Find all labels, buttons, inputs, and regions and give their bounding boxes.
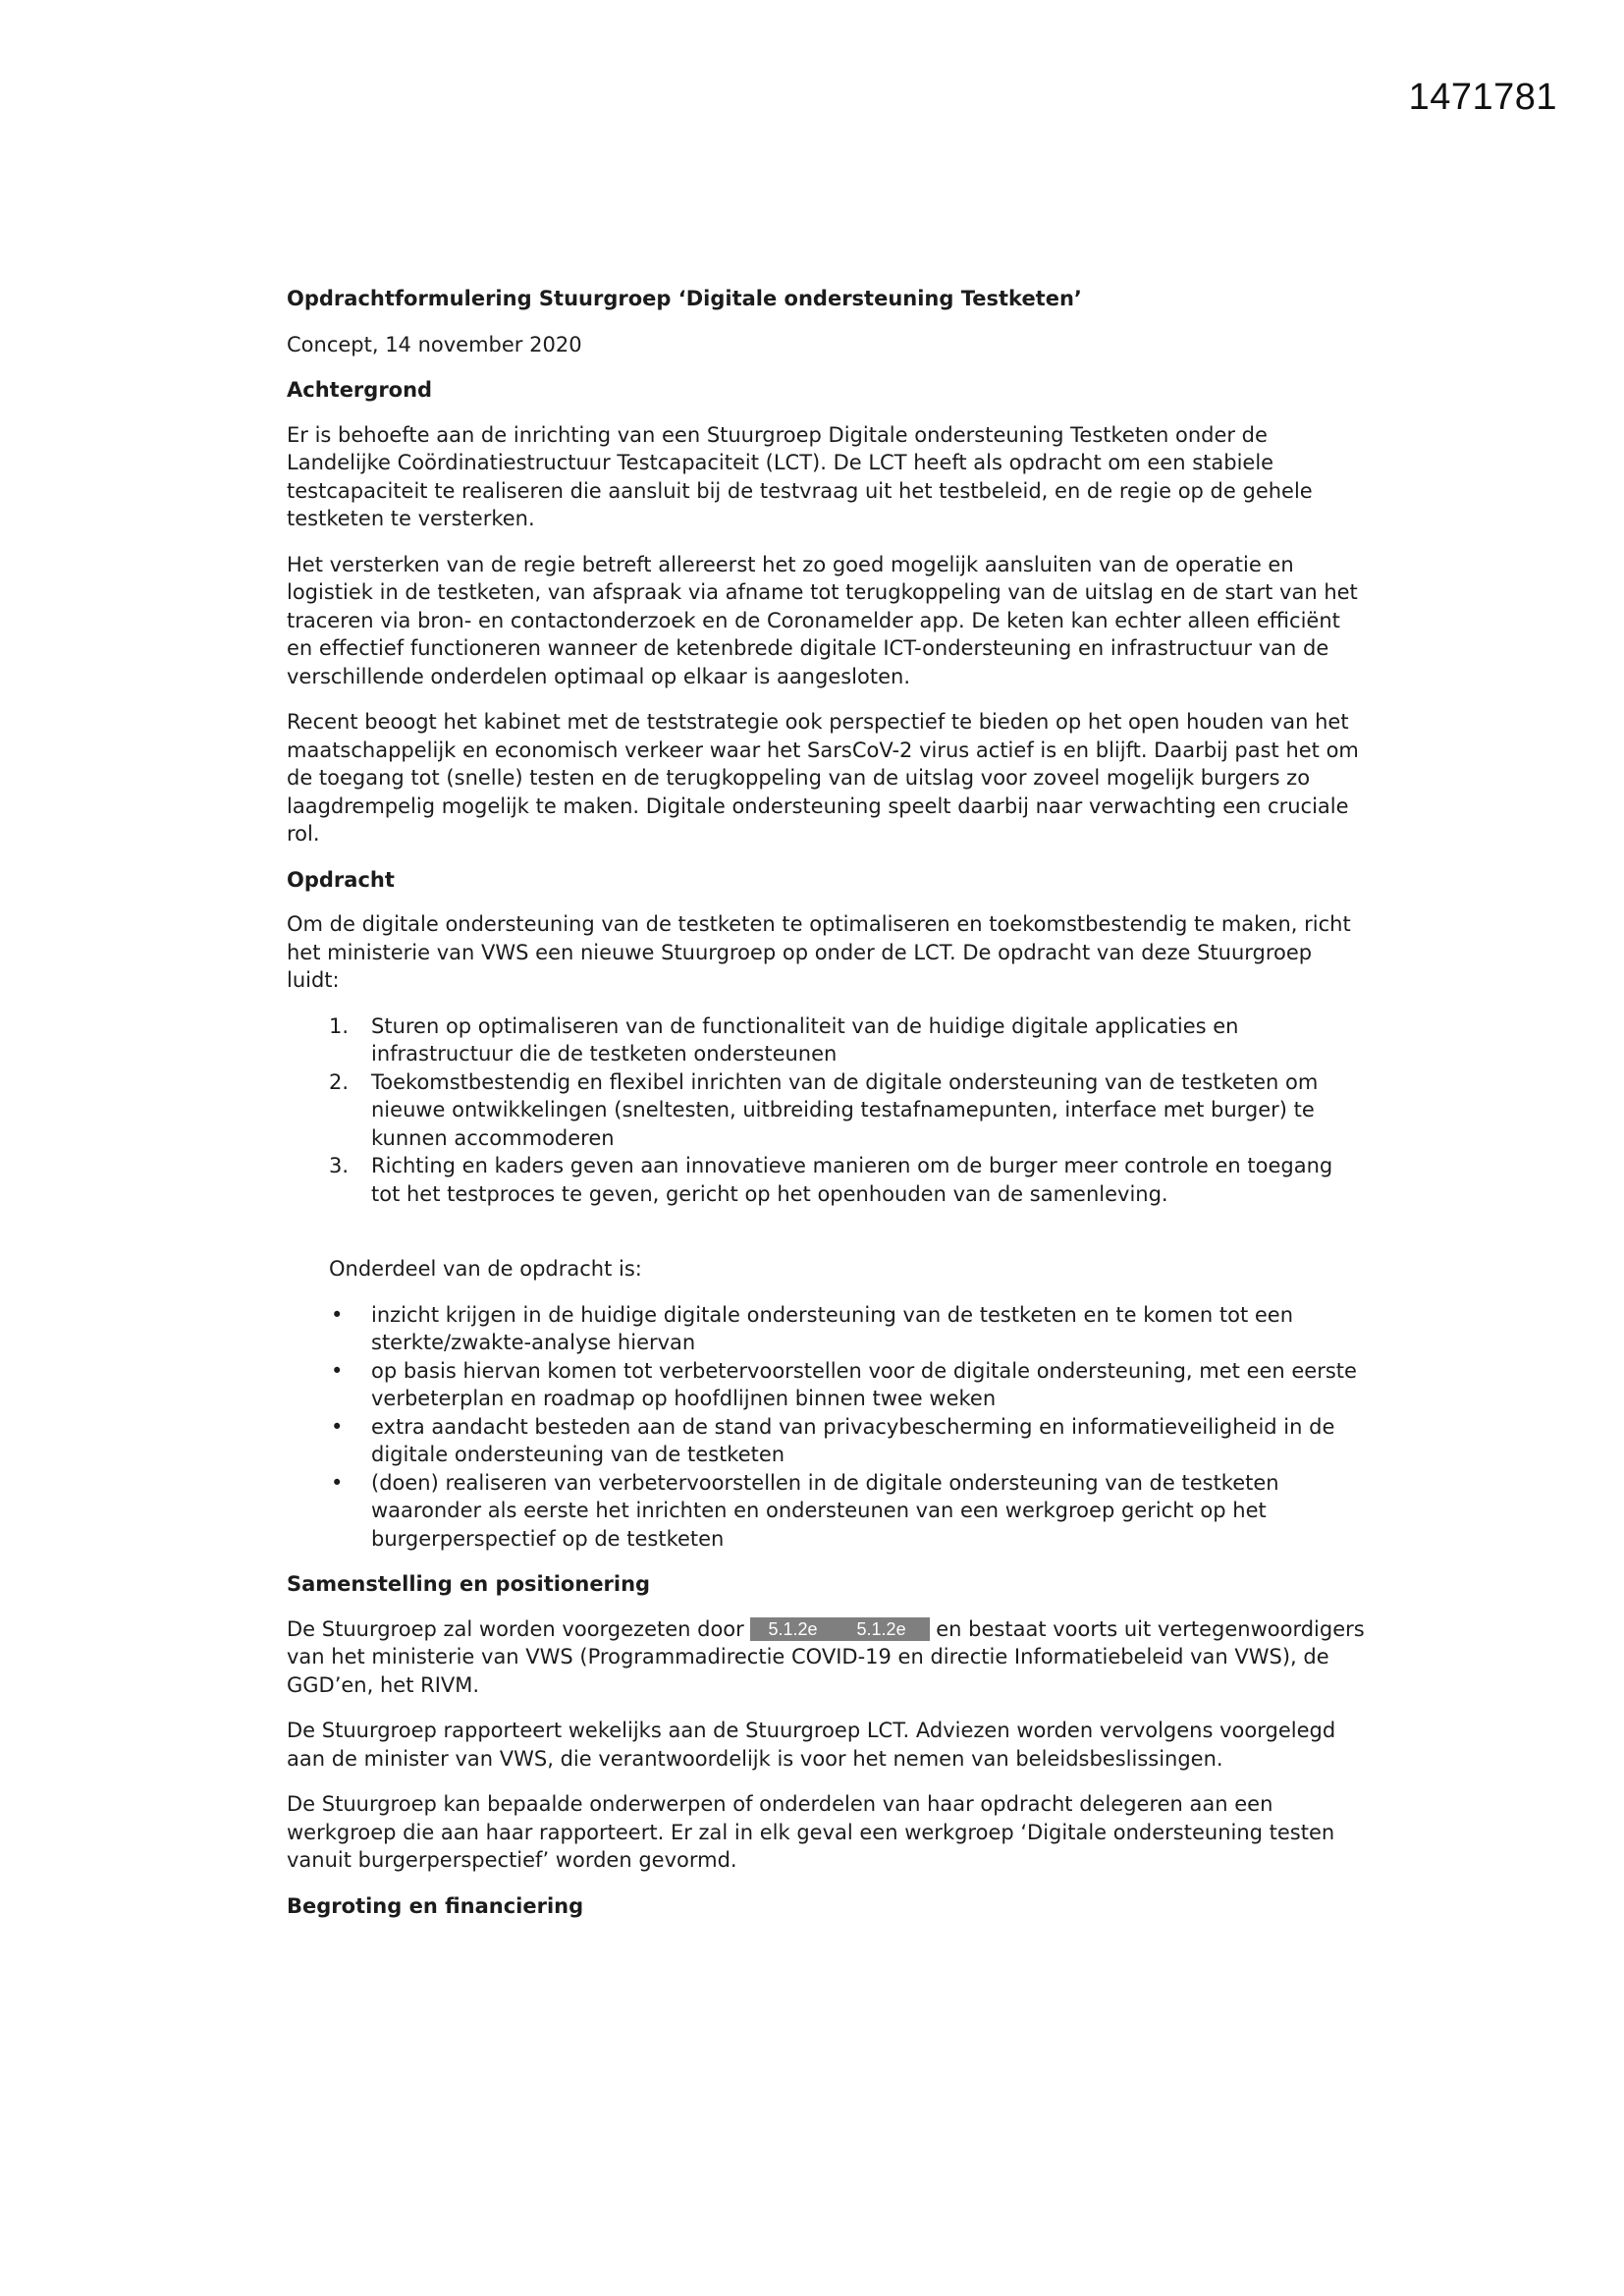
list-item <box>287 1152 1367 1208</box>
samenstelling-text-after: en bestaat voorts uit vertegenwoordigers van het ministerie van VWS (Programmadirectie COVID-19 en directie Informatiebeleid van VWS), de GGD’en, het RIVM. <box>287 1616 1365 1697</box>
samenstelling-text-before: De Stuurgroep zal worden voorgezeten door <box>287 1616 751 1641</box>
redaction-box: 5.1.2e <box>750 1617 835 1641</box>
samenstelling-paragraph-2: De Stuurgroep rapporteert wekelijks aan de Stuurgroep LCT. Adviezen worden vervolgens voorgelegd aan de minister van VWS, die verantwoordelijk is voor het nemen van beleidsbeslissingen. <box>287 1719 1336 1771</box>
list-item-text: Toekomstbestendig en flexibel inrichten van de digitale ondersteuning van de testketen om nieuwe ontwikkelingen (sneltesten, uitbreiding testafnamepunten, interface met burger) te kunnen accommoderen <box>371 1069 1319 1150</box>
list-item <box>287 1357 1367 1413</box>
list-item-text: Richting en kaders geven aan innovatieve manieren om de burger meer controle en toegang tot het testproces te geven, gericht op het openhouden van de samenleving. <box>371 1154 1333 1206</box>
document-title: Opdrachtformulering Stuurgroep ‘Digitale ondersteuning Testketen’ <box>287 287 1082 310</box>
bullet-icon: • <box>331 1414 344 1439</box>
list-item-text: Sturen op optimaliseren van de functionaliteit van de huidige digitale applicaties en infrastructuur die de testketen ondersteunen <box>371 1013 1239 1066</box>
samenstelling-paragraph-3: De Stuurgroep kan bepaalde onderwerpen of onderdelen van haar opdracht delegeren aan een werkgroep die aan haar rapporteert. Er zal in elk geval een werkgroep ‘Digitale ondersteuning testen vanuit burgerperspectief’ worden gevormd. <box>287 1792 1335 1872</box>
samenstelling-paragraph-1 <box>287 1615 1367 1700</box>
achtergrond-paragraph-2: Het versterken van de regie betreft allereerst het zo goed mogelijk aansluiten van de operatie en logistiek in de testketen, van afspraak via afname tot terugkoppeling van de uitslag en de start van het traceren via bron- en contactonderzoek en de Coronamelder app. De keten kan echter alleen efficiënt en effectief functioneren wanneer de ketenbrede digitale ICT-ondersteuning en infrastructuur van de verschillende onderdelen optimaal op elkaar is aangesloten. <box>287 552 1358 688</box>
redaction-box: 5.1.2e <box>832 1617 930 1641</box>
list-number: 2. <box>329 1069 350 1094</box>
list-number: 1. <box>329 1013 350 1038</box>
list-item-text: op basis hiervan komen tot verbetervoorstellen voor de digitale ondersteuning, met een eerste verbeterplan en roadmap op hoofdlijnen binnen twee weken <box>371 1358 1357 1410</box>
list-item <box>287 1413 1367 1469</box>
heading-samenstelling: Samenstelling en positionering <box>287 1572 651 1596</box>
heading-achtergrond: Achtergrond <box>287 378 433 402</box>
bullet-icon: • <box>331 1470 344 1495</box>
document-body <box>287 285 1367 1937</box>
achtergrond-paragraph-3: Recent beoogt het kabinet met de teststrategie ook perspectief te bieden op het open houden van het maatschappelijk en economisch verkeer waar het SarsCoV-2 virus actief is en blijft. Daarbij past het om de toegang tot (snelle) testen en de terugkoppeling van de uitslag voor zoveel mogelijk burgers zo laagdrempelig mogelijk te maken. Digitale ondersteuning speelt daarbij naar verwachting een cruciale rol. <box>287 710 1359 846</box>
list-item-text: extra aandacht besteden aan de stand van privacybescherming en informatieveiligheid in de digitale ondersteuning van de testketen <box>371 1414 1335 1466</box>
list-item <box>287 1301 1367 1357</box>
onderdeel-intro: Onderdeel van de opdracht is: <box>329 1257 642 1281</box>
opdracht-intro: Om de digitale ondersteuning van de testketen te optimaliseren en toekomstbestendig te maken, richt het ministerie van VWS een nieuwe Stuurgroep op onder de LCT. De opdracht van deze Stuurgroep luidt: <box>287 912 1351 992</box>
list-item <box>287 1068 1367 1153</box>
achtergrond-paragraph-1: Er is behoefte aan de inrichting van een Stuurgroep Digitale ondersteuning Testketen onder de Landelijke Coördinatiestructuur Testcapaciteit (LCT). De LCT heeft als opdracht om een stabiele testcapaciteit te realiseren die aansluit bij de testvraag uit het testbeleid, en de regie op de gehele testketen te versterken. <box>287 422 1313 530</box>
list-item-text: inzicht krijgen in de huidige digitale ondersteuning van de testketen en te komen tot een sterkte/zwakte-analyse hiervan <box>371 1302 1294 1354</box>
opdracht-numbered-list <box>287 1012 1367 1209</box>
heading-opdracht: Opdracht <box>287 867 395 892</box>
document-number: 1471781 <box>1408 77 1557 118</box>
list-item <box>287 1469 1367 1554</box>
bullet-icon: • <box>331 1358 344 1383</box>
heading-begroting: Begroting en financiering <box>287 1893 584 1918</box>
bullet-icon: • <box>331 1302 344 1327</box>
onderdeel-bullet-list <box>287 1301 1367 1554</box>
list-item <box>287 1012 1367 1068</box>
list-item-text: (doen) realiseren van verbetervoorstellen in de digitale ondersteuning van de testketen waaronder als eerste het inrichten en ondersteunen van een werkgroep gericht op het burgerperspectief op de testketen <box>371 1470 1279 1551</box>
document-subtitle: Concept, 14 november 2020 <box>287 332 582 356</box>
list-number: 3. <box>329 1154 350 1177</box>
